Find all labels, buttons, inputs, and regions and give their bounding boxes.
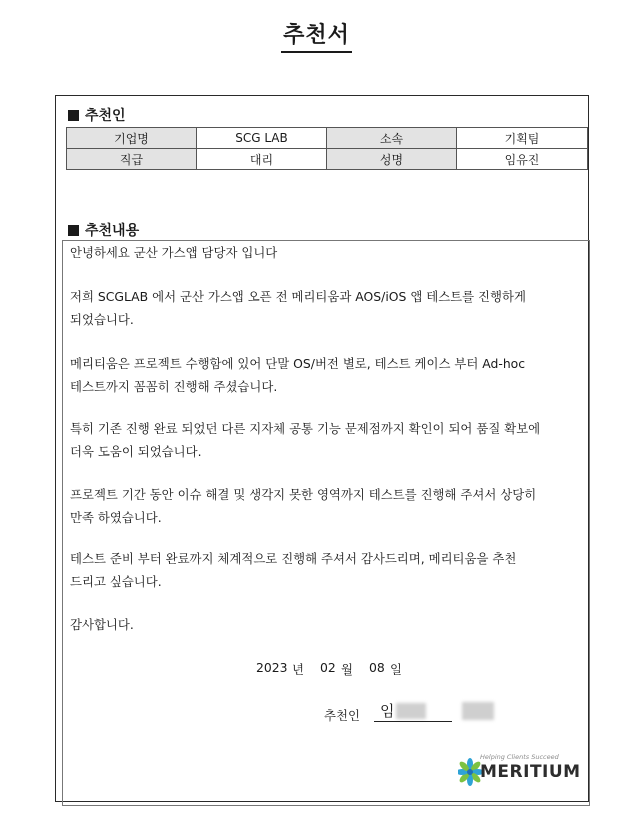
redacted-signature — [396, 703, 426, 719]
name-label: 성명 — [327, 149, 457, 170]
square-bullet-icon — [68, 225, 79, 236]
date-year: 2023 — [256, 660, 288, 675]
position-value: 대리 — [197, 149, 327, 170]
department-label: 소속 — [327, 128, 457, 149]
department-value: 기획팀 — [457, 128, 588, 149]
position-label: 직급 — [67, 149, 197, 170]
table-row — [67, 149, 588, 170]
paragraph-recommendation: 테스트 준비 부터 완료까지 체계적으로 진행해 주셔서 감사드리며, 메리티움을 추천 드리고 싶습니다. — [70, 551, 517, 589]
name-value: 임유진 — [457, 149, 588, 170]
redacted-seal — [462, 702, 494, 720]
logo-wordmark: MERITIUM — [480, 762, 581, 782]
date-day: 08 — [369, 660, 385, 675]
table-row — [67, 128, 588, 149]
company-label: 기업명 — [67, 128, 197, 149]
logo-tagline: Helping Clients Succeed — [480, 753, 559, 761]
paragraph-intro: 저희 SCGLAB 에서 군산 가스앱 오픈 전 메리티움과 AOS/iOS 앱 테스트를 진행하게 되었습니다. — [70, 289, 526, 327]
date-month: 02 — [320, 660, 336, 675]
recommender-heading: 추천인 — [68, 105, 126, 125]
paragraph-process: 메리티움은 프로젝트 수행함에 있어 단말 OS/버전 별로, 테스트 케이스 부터 Ad-hoc 테스트까지 꼼꼼히 진행해 주셨습니다. — [70, 356, 526, 394]
company-value: SCG LAB — [197, 128, 327, 149]
signature-line — [374, 721, 452, 722]
paragraph-closing: 감사합니다. — [70, 617, 134, 632]
paragraph-quality: 특히 기존 진행 완료 되었던 다른 지자체 공통 기능 문제점까지 확인이 되어 품질 확보에 더욱 도움이 되었습니다. — [70, 421, 541, 459]
signature-handwriting: 임 — [380, 702, 395, 720]
square-bullet-icon — [68, 110, 79, 121]
signature-label: 추천인 — [324, 708, 360, 723]
recommender-info-table — [66, 127, 588, 170]
date-day-unit: 일 — [390, 662, 402, 677]
date-month-unit: 월 — [341, 662, 353, 677]
content-heading: 추천내용 — [68, 220, 139, 240]
date-year-unit: 년 — [292, 662, 304, 677]
paragraph-satisfaction: 프로젝트 기간 동안 이슈 해결 및 생각지 못한 영역까지 테스트를 진행해 주셔서 상당히 만족 하였습니다. — [70, 487, 537, 525]
document-title: 추천서 — [0, 18, 633, 49]
paragraph-greeting: 안녕하세요 군산 가스앱 담당자 입니다 — [70, 245, 278, 260]
